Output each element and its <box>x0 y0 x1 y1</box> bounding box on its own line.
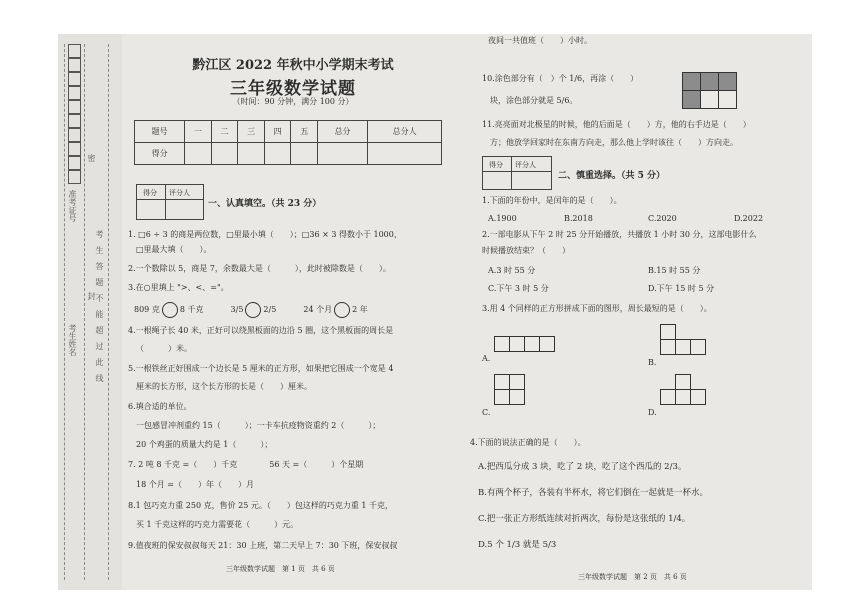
binding-char: 过 <box>95 342 104 350</box>
option-d: D.下午 15 时 5 分 <box>648 284 715 293</box>
square <box>524 336 540 352</box>
section2-score-label: 得分 <box>489 161 503 169</box>
compare-left: 3/5 <box>230 305 244 314</box>
exam-time-note: （时间：90 分钟，满分 100 分） <box>232 97 354 106</box>
id-digit-box <box>68 86 81 100</box>
score-row-label: 得分 <box>135 143 185 165</box>
compare-right: 2 年 <box>352 305 368 314</box>
id-digit-box <box>68 58 81 72</box>
square <box>675 374 691 390</box>
score-header-cell: 五 <box>291 121 318 143</box>
score-table <box>134 120 442 165</box>
option-a: A.3 时 55 分 <box>488 266 536 275</box>
binding-char: 超 <box>95 326 104 334</box>
binding-char: 此 <box>95 358 104 366</box>
grid-cell-shaded <box>700 72 719 91</box>
score-cell <box>185 143 212 165</box>
square <box>539 336 555 352</box>
compare-left: 24 个月 <box>303 305 333 314</box>
id-digit-box <box>68 44 81 58</box>
binding-char: 题 <box>95 278 104 286</box>
option-a: A.1900 <box>488 214 517 223</box>
binding-label-name: 考生姓名 <box>68 324 77 356</box>
fraction-grid <box>682 72 736 108</box>
option-b: B.有两个杯子，各装有半杯水，将它们倒在一起就是一杯水。 <box>478 488 708 498</box>
binding-char: 能 <box>95 310 104 318</box>
question-line: 11.亮亮面对北极星的时候，他的后面是（ ）方，他的右手边是（ ） <box>482 120 751 129</box>
score-header-cell: 总分 <box>317 121 367 143</box>
score-header-cell: 二 <box>211 121 238 143</box>
compare-left: 809 克 <box>134 305 160 314</box>
option-d: D.2022 <box>734 214 764 223</box>
score-cell <box>291 143 318 165</box>
score-cell <box>368 143 442 165</box>
question-line: 4.下面的说法正确的是（ ）。 <box>470 438 586 447</box>
score-header-cell: 题号 <box>135 121 185 143</box>
compare-circle[interactable] <box>245 302 261 318</box>
question-line: 2.一部电影从下午 2 时 25 分开始播放，共播放 1 小时 30 分，这部电影什么 <box>482 230 757 239</box>
compare-circle[interactable] <box>334 302 350 318</box>
binding-line <box>108 44 109 580</box>
compare-circle[interactable] <box>162 302 178 318</box>
square <box>675 389 691 405</box>
binding-char: 密 <box>87 154 96 162</box>
score-cell <box>211 143 238 165</box>
binding-line <box>64 44 65 580</box>
binding-strip <box>58 34 122 590</box>
compare-row <box>134 302 368 318</box>
question-line: 厘米的长方形，这个长方形的长是（ ）厘米。 <box>136 382 312 391</box>
question-line: 方；他放学回家时在东南方向走，那么他上学时该往（ ）方向走。 <box>490 138 738 147</box>
square <box>660 339 676 355</box>
binding-char: 封 <box>87 292 96 300</box>
square <box>509 389 525 405</box>
option-c: C.把一张正方形纸连续对折两次，每份是这张纸的 1/4。 <box>478 514 691 524</box>
id-digit-box <box>68 72 81 86</box>
binding-line <box>84 44 85 580</box>
question-line: 5.一根铁丝正好围成一个边长是 5 厘米的正方形，如果把它围成一个宽是 4 <box>128 364 394 373</box>
question-line: 3.用 4 个同样的正方形拼成下面的图形，周长最短的是（ ）。 <box>482 304 712 313</box>
option-a: A.把西瓜分成 3 块，吃了 2 块，吃了这个西瓜的 2/3。 <box>478 462 687 472</box>
question-line: 10.涂色部分有（ ）个 1/6，再涂（ ） <box>482 74 639 83</box>
option-c: C.下午 3 时 5 分 <box>488 284 549 293</box>
grid-cell <box>718 90 737 109</box>
option-c: C.2020 <box>648 214 677 223</box>
question-line: 时候播放结束？（ ） <box>482 246 570 255</box>
id-digit-box <box>68 114 81 128</box>
shape-a-label: A. <box>482 354 491 363</box>
square <box>675 339 691 355</box>
binding-label-id: 准考证号 <box>68 190 77 222</box>
page1-footer: 三年级数学试题 第 1 页 共 6 页 <box>226 565 335 573</box>
binding-char: 考 <box>95 230 104 238</box>
exam-title: 黔江区 2022 年秋中小学期末考试 <box>192 58 394 73</box>
score-cell <box>264 143 291 165</box>
section1-grader-label: 评分人 <box>169 189 190 197</box>
square <box>690 389 706 405</box>
section1-score-label: 得分 <box>143 189 157 197</box>
square <box>660 324 676 340</box>
square <box>690 339 706 355</box>
exam-subject-title: 三年级数学试题 <box>230 79 356 99</box>
option-b: B.15 时 55 分 <box>648 266 701 275</box>
square <box>494 374 510 390</box>
question-line: 夜间一共值班（ ）小时。 <box>488 36 592 45</box>
shape-b-label: B. <box>648 358 657 367</box>
shape-d-label: D. <box>648 408 657 417</box>
grid-cell <box>700 90 719 109</box>
square <box>660 389 676 405</box>
page2-footer: 三年级数学试题 第 2 页 共 6 页 <box>578 573 687 581</box>
score-header-cell: 总分人 <box>368 121 442 143</box>
question-line: 1.下面的年份中，是闰年的是（ ）。 <box>482 196 622 205</box>
compare-right: 8 千克 <box>179 305 204 314</box>
id-digit-box <box>68 100 81 114</box>
question-line: 买 1 千克这样的巧克力需要花（ ）元。 <box>136 520 299 529</box>
id-digit-box <box>68 170 81 184</box>
section2-title: 二、慎重选择。（共 5 分） <box>558 171 666 181</box>
id-digit-box <box>68 128 81 142</box>
grid-cell-shaded <box>718 72 737 91</box>
exam-sheet <box>58 34 812 590</box>
option-d: D.5 个 1/3 就是 5/3 <box>478 540 557 550</box>
option-b: B.2018 <box>564 214 593 223</box>
id-digit-box <box>68 142 81 156</box>
question-line: 8.1 包巧克力重 250 克，售价 25 元。（ ）包这样的巧克力重 1 千克， <box>128 501 394 510</box>
id-digit-box <box>68 156 81 170</box>
section1-score-box <box>136 184 204 220</box>
grid-cell-shaded <box>682 72 701 91</box>
question-line: 4.一根绳子长 40 米，正好可以绕黑板面的边沿 5 圈，这个黑板面的周长是 <box>128 326 394 335</box>
question-line: 1. □6 ÷ 3 的商是两位数，□里最小填（ ）；□36 × 3 得数小于 1000， <box>128 230 402 239</box>
question-line: 20 个鸡蛋的质量大约是 1（ ）； <box>136 440 273 449</box>
section2-grader-label: 评分人 <box>515 161 536 169</box>
binding-char: 不 <box>95 294 104 302</box>
grid-cell-shaded <box>682 90 701 109</box>
binding-char: 答 <box>95 262 104 270</box>
question-line: （ ）米。 <box>136 344 192 353</box>
section2-score-box <box>482 156 552 190</box>
question-line: 6.填合适的单位。 <box>128 402 192 411</box>
question-line: 一包感冒冲剂重约 15（ ）；一卡车抗疫物资重约 2（ ）； <box>136 421 381 430</box>
score-cell <box>238 143 265 165</box>
score-header-cell: 三 <box>238 121 265 143</box>
section1-title: 一、认真填空。（共 23 分） <box>208 199 322 209</box>
question-line: 3.在○里填上 ">、<、="。 <box>128 283 229 292</box>
score-header-cell: 四 <box>264 121 291 143</box>
binding-char: 生 <box>95 246 104 254</box>
binding-char: 线 <box>95 374 104 382</box>
question-line: 块，涂色部分就是 5/6。 <box>490 96 578 105</box>
question-line: 9.值夜班的保安叔叔每天 21：30 上班，第二天早上 7：30 下班，保安叔叔 <box>128 541 398 550</box>
question-line: □里最大填（ ）。 <box>136 245 212 254</box>
score-header-cell: 一 <box>185 121 212 143</box>
square <box>494 336 510 352</box>
square <box>509 374 525 390</box>
question-line: 7. 2 吨 8 千克 =（ ）千克 56 天 =（ ）个星期 <box>128 460 364 469</box>
square <box>509 336 525 352</box>
score-cell <box>317 143 367 165</box>
shape-c-label: C. <box>482 408 491 417</box>
question-line: 18 个月 =（ ）年（ ）月 <box>136 480 254 489</box>
question-line: 2.一个数除以 5，商是 7，余数最大是（ ），此时被除数是（ ）。 <box>128 264 391 273</box>
square <box>494 389 510 405</box>
compare-right: 2/5 <box>263 305 277 314</box>
